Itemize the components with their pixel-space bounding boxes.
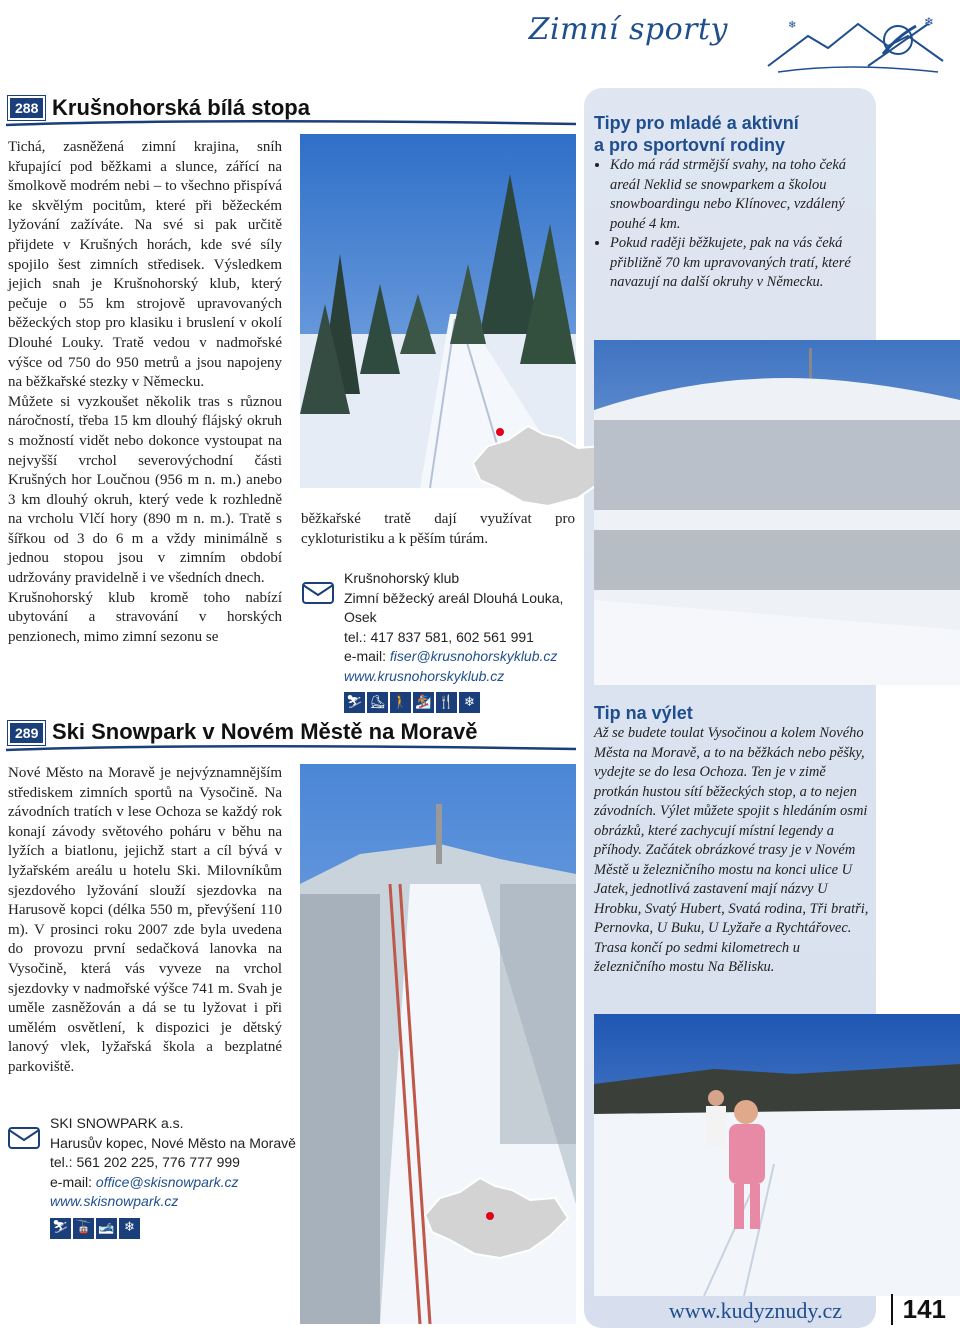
contact-address: Zimní běžecký areál Dlouhá Louka, Osek (344, 589, 564, 625)
email-label: e-mail: (50, 1173, 93, 1190)
section-number-288: 288 (8, 96, 45, 120)
contact-name: SKI SNOWPARK a.s. (50, 1115, 184, 1131)
svg-text:❄: ❄ (788, 20, 797, 31)
tip-title-line2: a pro sportovní rodiny (594, 135, 786, 155)
snow-icon: ❄ (459, 692, 480, 713)
chapter-title: Zimní sporty (528, 12, 728, 47)
contact-email-row (344, 647, 584, 667)
tip-list (594, 156, 872, 293)
feature-icons (344, 692, 584, 713)
skating-icon: ⛸ (367, 692, 388, 713)
cross-country-icon: ⛷ (344, 692, 365, 713)
article-body-289: Nové Město na Moravě je nejvýznamnějším střediskem zimních sportů na Vysočině. Na závodních tratích v lese Ochoza se každý rok konají závody světového poháru v běhu na lyžích a biatlonu, jejichž start a cíl bývá v lyžařském areálu u hotelu Ski. Milovníkům sjezdového lyžování slouží sjezdovka na Harusově kopci (délka 550 m, převýšení 110 m). V prosinci roku 2007 zde byla uvedena do provozu první sedačková lanovka na Vysočině, která vás vyveze na vrchol sjezdovky v nadmořské výšce 741 m. Svah je uměle zasněžován a dá se tu lyžovat i při umělém osvětlení, k dispozici je dětský lanový vlek, lyžařská škola a bezplatné parkoviště. (8, 765, 282, 1075)
hiking-icon: 🚶 (390, 692, 411, 713)
child-skiing-photo (594, 1014, 960, 1296)
winter-sports-logo-icon (748, 6, 948, 78)
paragraph: Krušnohorský klub kromě toho nabízí ubytování a stravování v horských penzionech, mimo zimní sezonu se (8, 589, 282, 645)
mail-icon (8, 1125, 42, 1151)
email-link[interactable]: fiser@krusnohorskyklub.cz (389, 648, 558, 664)
section-number-289: 289 (8, 721, 45, 745)
tip-box-young (594, 112, 872, 293)
article-body-288 (8, 138, 282, 647)
footer-website-link[interactable]: www.kudyznudy.cz (668, 1298, 842, 1323)
feature-icons (50, 1218, 300, 1239)
page-number: 141 (891, 1294, 946, 1325)
web-link[interactable]: www.skisnowpark.cz (50, 1193, 179, 1209)
tip-title-line1: Tipy pro mladé a aktivní (594, 113, 799, 133)
chairlift-icon: 🚡 (73, 1218, 94, 1239)
paragraph: Tichá, zasněžená zimní krajina, sníh křupající pod běžkami a slunce, zářící na šmolkově modrém nebi – to všechno přispívá ke skvělým pocitům, které při běžeckém lyžování zažíváte. Na své si pak určitě přijdete v Krušných horách, kde své síly spojilo šest zimních středisek. Výsledkem jejich snah je Krušnohorský klub, který pečuje o 55 km strojově upravovaných běžeckých stop pro klasiku i bruslení v okolí Dlouhé Louky. Tratě vedou v nadmořské výšce od 750 do 950 metrů a jsou napojeny na běžkařské stezky v Německu. (8, 139, 282, 391)
svg-text:❄: ❄ (924, 15, 935, 29)
section-title-288: Krušnohorská bílá stopa (52, 95, 310, 120)
list-item: • Kdo má rád strmější svahy, na toho čeká areál Neklid se snowparkem a školou snowboardingu nebo Klínovec, vzdálený pouhé 4 km. (610, 156, 872, 234)
snowboard-icon: 🏂 (413, 692, 434, 713)
contact-phone: tel.: 561 202 225, 776 777 999 (50, 1154, 240, 1170)
tip-text: Až se budete toulat Vysočinou a kolem Nového Města na Moravě, a to na běžkách nebo pěšky, vydejte se do lesa Ochoza. Ten je v zimě protkán hustou sítí běžeckých stop, a to nejen závodních. Výlet můžete spojit s hledáním osmi obrázků, které zachycují místní legendy a příhody. Začátek obrázkové trasy je v Novém Městě u železničního mostu na konci ulice U Jatek, jednotlivá zastavení mají názvy U Hrobku, Svatý Hubert, Svatá rodina, Tři bratři, Pernovka, U Buku, U Lyžaře a Rychtářovec. Trasa končí po sedmi kilometrech u železničního mostu Na Bělisku. (594, 725, 869, 975)
title-underline-swoosh (6, 744, 576, 754)
restaurant-icon: 🍴 (436, 692, 457, 713)
web-link[interactable]: www.krusnohorskyklub.cz (344, 667, 505, 684)
contact-block-289 (50, 1114, 300, 1239)
continuation-text-288: běžkařské tratě dají využívat pro cykloturistiku a k pěším túrám. (301, 511, 575, 547)
contact-block-288 (344, 569, 584, 713)
contact-address: Harusův kopec, Nové Město na Moravě (50, 1134, 296, 1151)
czech-map-location-icon (420, 1170, 570, 1266)
email-label: e-mail: (344, 648, 387, 664)
skiing-icon: ⛷ (50, 1218, 71, 1239)
contact-email-row (50, 1173, 300, 1193)
paragraph: Můžete si vyzkoušet několik tras s různou náročností, třeba 15 km dlouhý flájský okruh s možností vidět nebo dokonce vystoupat na nejvyšší vrchol severovýchodní části Krušných hor Loučnou (956 m n. m.) anebo 3 km dlouhý okruh, který vede k rozhledně na vrcholu Vlčí hory (890 m n. m.). Tratě s šířkou od 3 do 6 m a vždy minimálně s jednou stopou jsou v zimním období udržovány pravidelně i ve všedních dnech. (8, 393, 282, 587)
list-item: • Pokud raději běžkujete, pak na vás čeká přibližně 70 km upravovaných tratí, které navazují na další okruhy v Německu. (610, 234, 872, 293)
title-underline-swoosh (6, 119, 576, 129)
ski-school-icon: 🎿 (96, 1218, 117, 1239)
tip-box-trip (594, 702, 872, 978)
tip-title: Tip na výlet (594, 703, 693, 723)
section-title-289: Ski Snowpark v Novém Městě na Moravě (52, 719, 478, 744)
contact-name: Krušnohorský klub (344, 570, 460, 586)
snow-icon: ❄ (119, 1218, 140, 1239)
winter-landscape-photo (594, 340, 960, 685)
contact-phone: tel.: 417 837 581, 602 561 991 (344, 628, 534, 645)
mail-icon (302, 580, 336, 606)
email-link[interactable]: office@skisnowpark.cz (95, 1173, 239, 1190)
